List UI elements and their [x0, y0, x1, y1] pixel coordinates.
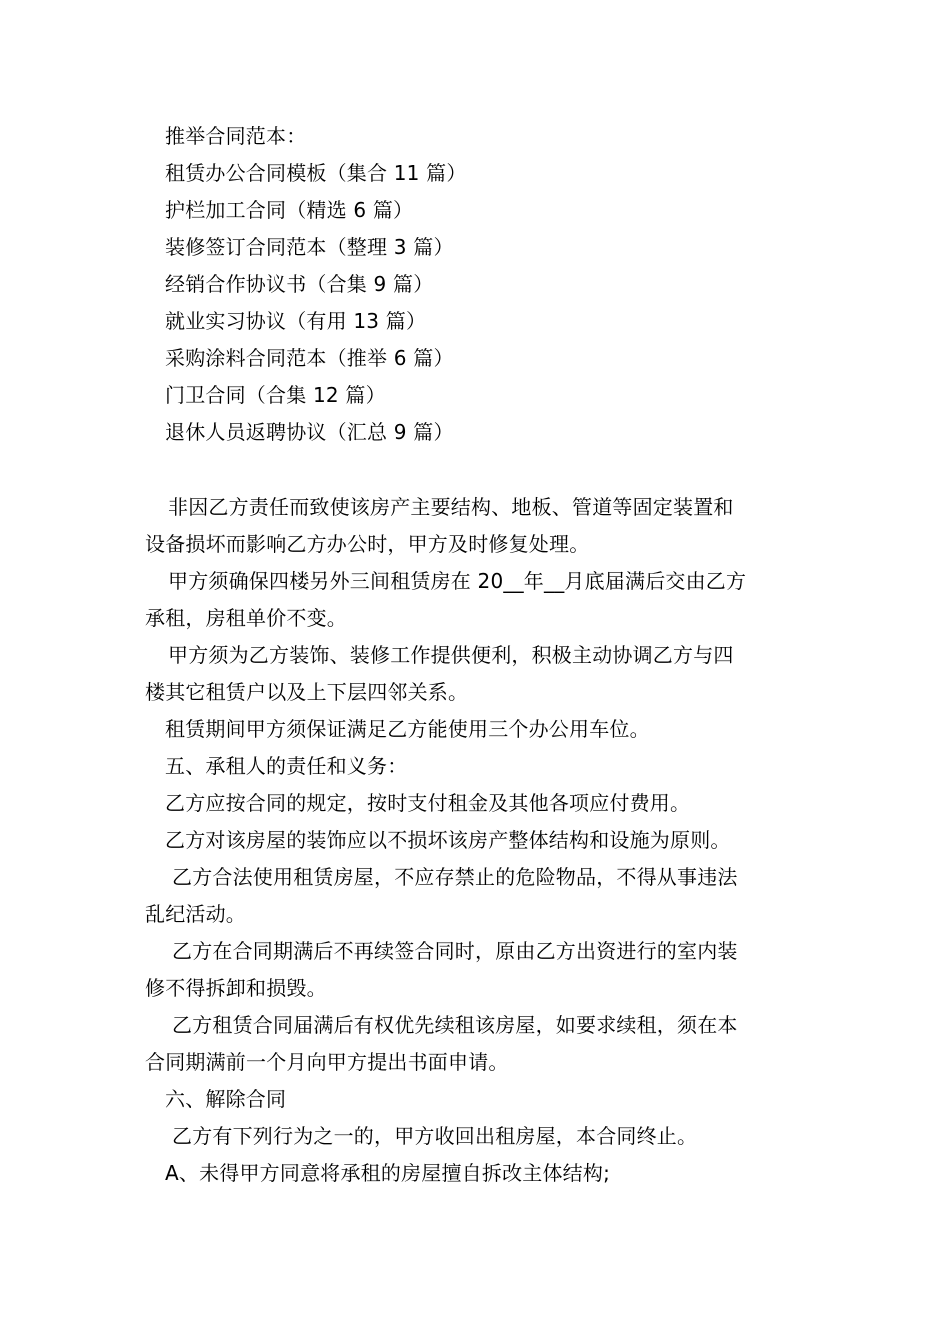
- body-line: 乙方租赁合同届满后有权优先续租该房屋，如要求续租，须在本: [172, 1013, 738, 1037]
- body-line: 乙方合法使用租赁房屋，不应存禁止的危险物品，不得从事违法: [172, 865, 738, 889]
- recommend-item: 租赁办公合同模板（集合 11 篇）: [165, 161, 467, 185]
- body-line: 乙方应按合同的规定，按时支付租金及其他各项应付费用。: [165, 791, 691, 815]
- body-line: 乙方对该房屋的装饰应以不损坏该房产整体结构和设施为原则。: [165, 828, 731, 852]
- body-line: A、未得甲方同意将承租的房屋擅自拆改主体结构;: [165, 1161, 611, 1185]
- body-line: 乙方有下列行为之一的，甲方收回出租房屋，本合同终止。: [172, 1124, 698, 1148]
- recommend-item: 装修签订合同范本（整理 3 篇）: [165, 235, 454, 259]
- body-line: 乱纪活动。: [145, 902, 246, 926]
- body-line: 修不得拆卸和损毁。: [145, 976, 327, 1000]
- recommend-item: 退休人员返聘协议（汇总 9 篇）: [165, 420, 454, 444]
- section-heading: 六、解除合同: [165, 1087, 287, 1111]
- recommend-item: 就业实习协议（有用 13 篇）: [165, 309, 427, 333]
- body-line: 甲方须为乙方装饰、装修工作提供便利，积极主动协调乙方与四: [168, 643, 734, 667]
- body-line: 租赁期间甲方须保证满足乙方能使用三个办公用车位。: [165, 717, 650, 741]
- recommend-item: 护栏加工合同（精选 6 篇）: [165, 198, 414, 222]
- section-heading: 五、承租人的责任和义务：: [165, 754, 408, 778]
- body-line: 非因乙方责任而致使该房产主要结构、地板、管道等固定装置和: [168, 495, 734, 519]
- body-line: 设备损坏而影响乙方办公时，甲方及时修复处理。: [145, 532, 590, 556]
- recommend-item: 经销合作协议书（合集 9 篇）: [165, 272, 434, 296]
- body-line: 承租，房租单价不变。: [145, 606, 347, 630]
- body-line: 乙方在合同期满后不再续签合同时，原由乙方出资进行的室内装: [172, 939, 738, 963]
- body-line: 楼其它租赁户以及上下层四邻关系。: [145, 680, 469, 704]
- body-line: 合同期满前一个月向甲方提出书面申请。: [145, 1050, 509, 1074]
- recommend-item: 采购涂料合同范本（推举 6 篇）: [165, 346, 454, 370]
- body-line: 甲方须确保四楼另外三间租赁房在 20__年__月底届满后交由乙方: [168, 569, 747, 593]
- recommend-item: 门卫合同（合集 12 篇）: [165, 383, 386, 407]
- recommend-heading: 推举合同范本：: [165, 124, 307, 148]
